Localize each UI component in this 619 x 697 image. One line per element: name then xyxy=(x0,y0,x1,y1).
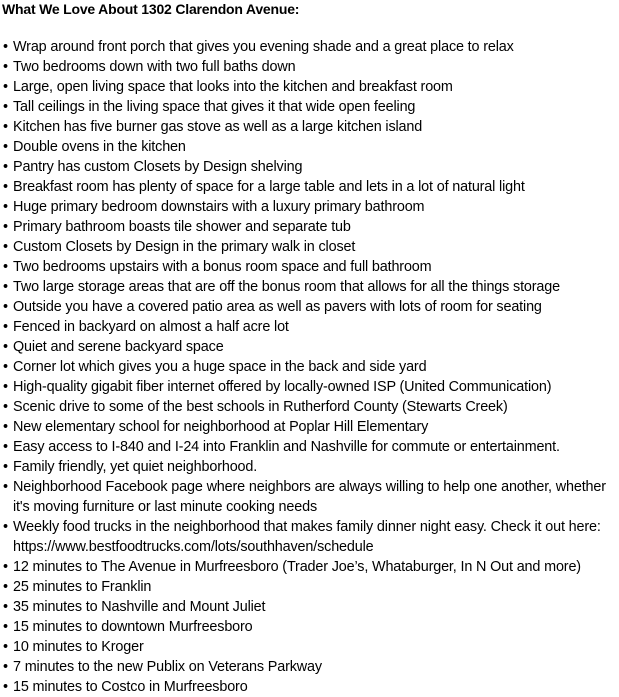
list-item xyxy=(2,417,617,437)
list-item-text: Double ovens in the kitchen xyxy=(13,139,186,155)
list-item-text: Large, open living space that looks into the kitchen and breakfast room xyxy=(13,79,453,95)
bullet-icon: • xyxy=(3,299,8,315)
list-item-text: Two bedrooms upstairs with a bonus room space and full bathroom xyxy=(13,259,432,275)
list-item-text: Huge primary bedroom downstairs with a luxury primary bathroom xyxy=(13,199,425,215)
bullet-icon: • xyxy=(3,79,8,95)
list-item-text: Outside you have a covered patio area as well as pavers with lots of room for seating xyxy=(13,299,542,315)
list-item xyxy=(2,597,617,617)
list-item-text: Quiet and serene backyard space xyxy=(13,339,224,355)
list-item-text: Primary bathroom boasts tile shower and separate tub xyxy=(13,219,351,235)
list-item xyxy=(2,617,617,637)
bullet-icon: • xyxy=(3,479,8,495)
bullet-icon: • xyxy=(3,379,8,395)
list-item xyxy=(2,297,617,317)
list-item-text: 15 minutes to downtown Murfreesboro xyxy=(13,619,253,635)
bullet-icon: • xyxy=(3,439,8,455)
list-item xyxy=(2,137,617,157)
bullet-icon: • xyxy=(3,339,8,355)
bullet-icon: • xyxy=(3,59,8,75)
bullet-icon: • xyxy=(3,659,8,675)
bullet-icon: • xyxy=(3,599,8,615)
list-item xyxy=(2,637,617,657)
bullet-icon: • xyxy=(3,679,8,695)
list-item xyxy=(2,397,617,417)
bullet-icon: • xyxy=(3,319,8,335)
feature-list xyxy=(2,37,617,697)
list-item xyxy=(2,277,617,297)
list-item xyxy=(2,337,617,357)
list-item xyxy=(2,437,617,457)
list-item-text: 15 minutes to Costco in Murfreesboro xyxy=(13,679,248,695)
bullet-icon: • xyxy=(3,519,8,535)
bullet-icon: • xyxy=(3,239,8,255)
bullet-icon: • xyxy=(3,139,8,155)
list-item-text: 12 minutes to The Avenue in Murfreesboro (Trader Joe’s, Whataburger, In N Out and more) xyxy=(13,559,581,575)
list-item-text: Weekly food trucks in the neighborhood that makes family dinner night easy. Check it out here: https://www.bestfoodtrucks.com/lots/southhaven/schedule xyxy=(13,519,601,555)
bullet-icon: • xyxy=(3,619,8,635)
list-item-text: 10 minutes to Kroger xyxy=(13,639,144,655)
list-item xyxy=(2,157,617,177)
list-item xyxy=(2,657,617,677)
list-item xyxy=(2,517,613,557)
list-item-text: 35 minutes to Nashville and Mount Juliet xyxy=(13,599,266,615)
list-item xyxy=(2,257,617,277)
bullet-icon: • xyxy=(3,199,8,215)
list-item-text: Scenic drive to some of the best schools in Rutherford County (Stewarts Creek) xyxy=(13,399,508,415)
list-item-text: Family friendly, yet quiet neighborhood. xyxy=(13,459,258,475)
bullet-icon: • xyxy=(3,179,8,195)
list-item xyxy=(2,37,617,57)
list-item-text: Fenced in backyard on almost a half acre lot xyxy=(13,319,289,335)
bullet-icon: • xyxy=(3,419,8,435)
list-item xyxy=(2,177,617,197)
list-item xyxy=(2,357,617,377)
list-item-text: Pantry has custom Closets by Design shelving xyxy=(13,159,303,175)
bullet-icon: • xyxy=(3,579,8,595)
bullet-icon: • xyxy=(3,359,8,375)
list-item xyxy=(2,577,617,597)
bullet-icon: • xyxy=(3,459,8,475)
list-item-text: Custom Closets by Design in the primary walk in closet xyxy=(13,239,356,255)
list-item xyxy=(2,197,617,217)
list-item xyxy=(2,97,617,117)
list-item xyxy=(2,377,617,397)
bullet-icon: • xyxy=(3,279,8,295)
list-item-text: High-quality gigabit fiber internet offered by locally-owned ISP (United Communication) xyxy=(13,379,552,395)
list-item-text: Easy access to I-840 and I-24 into Franklin and Nashville for commute or entertainment. xyxy=(13,439,560,455)
bullet-icon: • xyxy=(3,159,8,175)
bullet-icon: • xyxy=(3,39,8,55)
list-item xyxy=(2,677,617,697)
list-item-text: New elementary school for neighborhood at Poplar Hill Elementary xyxy=(13,419,429,435)
list-item-text: 25 minutes to Franklin xyxy=(13,579,152,595)
list-item-text: Neighborhood Facebook page where neighbors are always willing to help one another, whether it's moving furniture or last minute cooking needs xyxy=(13,479,606,515)
list-item-text: Wrap around front porch that gives you evening shade and a great place to relax xyxy=(13,39,514,55)
bullet-icon: • xyxy=(3,559,8,575)
bullet-icon: • xyxy=(3,219,8,235)
list-item xyxy=(2,217,617,237)
list-item-text: Corner lot which gives you a huge space in the back and side yard xyxy=(13,359,427,375)
list-item-text: Two bedrooms down with two full baths down xyxy=(13,59,296,75)
list-item xyxy=(2,457,617,477)
bullet-icon: • xyxy=(3,99,8,115)
list-item xyxy=(2,237,617,257)
list-item-text: Breakfast room has plenty of space for a large table and lets in a lot of natural light xyxy=(13,179,525,195)
bullet-icon: • xyxy=(3,119,8,135)
list-item xyxy=(2,477,613,517)
list-item xyxy=(2,317,617,337)
page-title: What We Love About 1302 Clarendon Avenue: xyxy=(2,1,300,17)
list-item-text: Tall ceilings in the living space that gives it that wide open feeling xyxy=(13,99,416,115)
list-item-text: Kitchen has five burner gas stove as well as a large kitchen island xyxy=(13,119,423,135)
list-item xyxy=(2,77,617,97)
list-item xyxy=(2,117,617,137)
list-item xyxy=(2,557,617,577)
list-item-text: 7 minutes to the new Publix on Veterans Parkway xyxy=(13,659,322,675)
list-item-text: Two large storage areas that are off the bonus room that allows for all the things storage xyxy=(13,279,560,295)
bullet-icon: • xyxy=(3,399,8,415)
bullet-icon: • xyxy=(3,259,8,275)
bullet-icon: • xyxy=(3,639,8,655)
list-item xyxy=(2,57,617,77)
